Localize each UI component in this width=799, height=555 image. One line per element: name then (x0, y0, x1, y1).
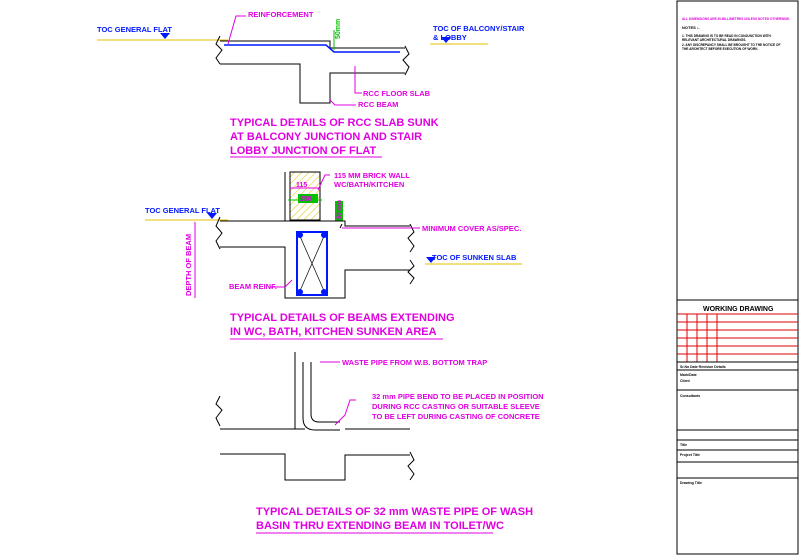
rebar-dot (321, 289, 327, 295)
slab-bottom-line (220, 454, 410, 480)
break-line (408, 452, 414, 480)
dim-115: 115 (296, 182, 308, 189)
break-line (403, 46, 409, 75)
pipe-bend-label-2: DURING RCC CASTING OR SUITABLE SLEEVE (372, 402, 540, 411)
row-d: Consultants (680, 394, 701, 398)
pipe-inner-line (311, 362, 340, 422)
toc-balcony-label-2: & LOBBY (433, 33, 467, 42)
rcc-beam-label: RCC BEAM (358, 100, 399, 109)
beam-reinf-label: BEAM REINF. (229, 282, 277, 291)
pipe-outer-line (303, 362, 340, 430)
rebar-dot (297, 232, 303, 238)
notes-heading: NOTES :- (682, 25, 700, 30)
pipe-bend-label-1: 32 mm PIPE BEND TO BE PLACED IN POSITION (372, 392, 544, 401)
leader-line (335, 400, 356, 425)
leader-line (228, 16, 246, 44)
rebar-dot (321, 232, 327, 238)
minimum-cover-label: MINIMUM COVER AS/SPEC. (422, 224, 522, 233)
leader-line (355, 66, 362, 93)
detail-2-title-1: TYPICAL DETAILS OF BEAMS EXTENDING (230, 312, 455, 324)
toc-balcony-label-1: TOC OF BALCONY/STAIR (433, 24, 525, 33)
detail-3-title-1: TYPICAL DETAILS OF 32 mm WASTE PIPE OF WASH (256, 506, 534, 518)
note-2b: THE ARCHITECT BEFORE EXECUTION OF WORK. (682, 47, 759, 51)
rcc-floor-slab-label: RCC FLOOR SLAB (363, 89, 431, 98)
dim-50-small: 50 mm (337, 199, 343, 219)
break-line (216, 217, 222, 249)
dimension-50mm: 50mm (335, 18, 342, 39)
detail-1-title-1: TYPICAL DETAILS OF RCC SLAB SUNK (230, 117, 439, 129)
leader-line (330, 100, 356, 105)
break-line (216, 396, 222, 426)
row-g: Drawing Title (680, 481, 702, 485)
detail-1-title-3: LOBBY JUNCTION OF FLAT (230, 145, 377, 157)
working-drawing-stamp: WORKING DRAWING (703, 306, 774, 313)
cover-marker (340, 224, 342, 228)
depth-of-beam-label: DEPTH OF BEAM (184, 233, 193, 296)
note-1: 1. THIS DRAWING IS TO BE READ IN CONJUNCTION WITH (682, 34, 771, 38)
rebar-dot (297, 289, 303, 295)
row-b: Mark/Date (680, 373, 697, 377)
detail-3 (216, 352, 544, 533)
brick-wall-label-1: 115 MM BRICK WALL (334, 171, 410, 180)
row-a: Sr.No Date Revision Details (680, 365, 726, 369)
break-line (408, 260, 414, 284)
toc-sunken-slab-label: TOC OF SUNKEN SLAB (432, 253, 517, 262)
detail-3-title-2: BASIN THRU EXTENDING BEAM IN TOILET/WC (256, 520, 504, 532)
row-c: Client (680, 379, 690, 383)
toc-general-flat-label: TOC GENERAL FLAT (97, 25, 172, 34)
detail-1 (97, 10, 525, 157)
toc-general-flat-label-2: TOC GENERAL FLAT (145, 206, 220, 215)
note-2: 2. ANY DISCREPANCY SHALL BE BROUGHT TO THE NOTICE OF (682, 43, 781, 47)
detail-2 (145, 171, 522, 339)
note-1b: RELEVANT ARCHITECTURAL DRAWINGS. (682, 38, 747, 42)
pipe-bend-label-3: TO BE LEFT DURING CASTING OF CONCRETE (372, 412, 540, 421)
detail-1-title-2: AT BALCONY JUNCTION AND STAIR (230, 131, 423, 143)
reinforcement-label: REINFORCEMENT (248, 10, 314, 19)
row-f: Project Title (680, 453, 700, 457)
dim-250: 250 (300, 196, 312, 203)
row-e: Title (680, 443, 688, 447)
brick-wall-label-2: WC/BATH/KITCHEN (334, 180, 405, 189)
slab-top-line (220, 221, 410, 226)
waste-pipe-label: WASTE PIPE FROM W.B. BOTTOM TRAP (342, 358, 488, 367)
title-block (677, 1, 798, 554)
title-block-border (677, 1, 798, 554)
top-note: ALL DIMENSIONS ARE IN MILLIMETRES UNLESS NOTED OTHERWISE. (682, 17, 791, 21)
detail-2-title-2: IN WC, BATH, KITCHEN SUNKEN AREA (230, 326, 437, 338)
